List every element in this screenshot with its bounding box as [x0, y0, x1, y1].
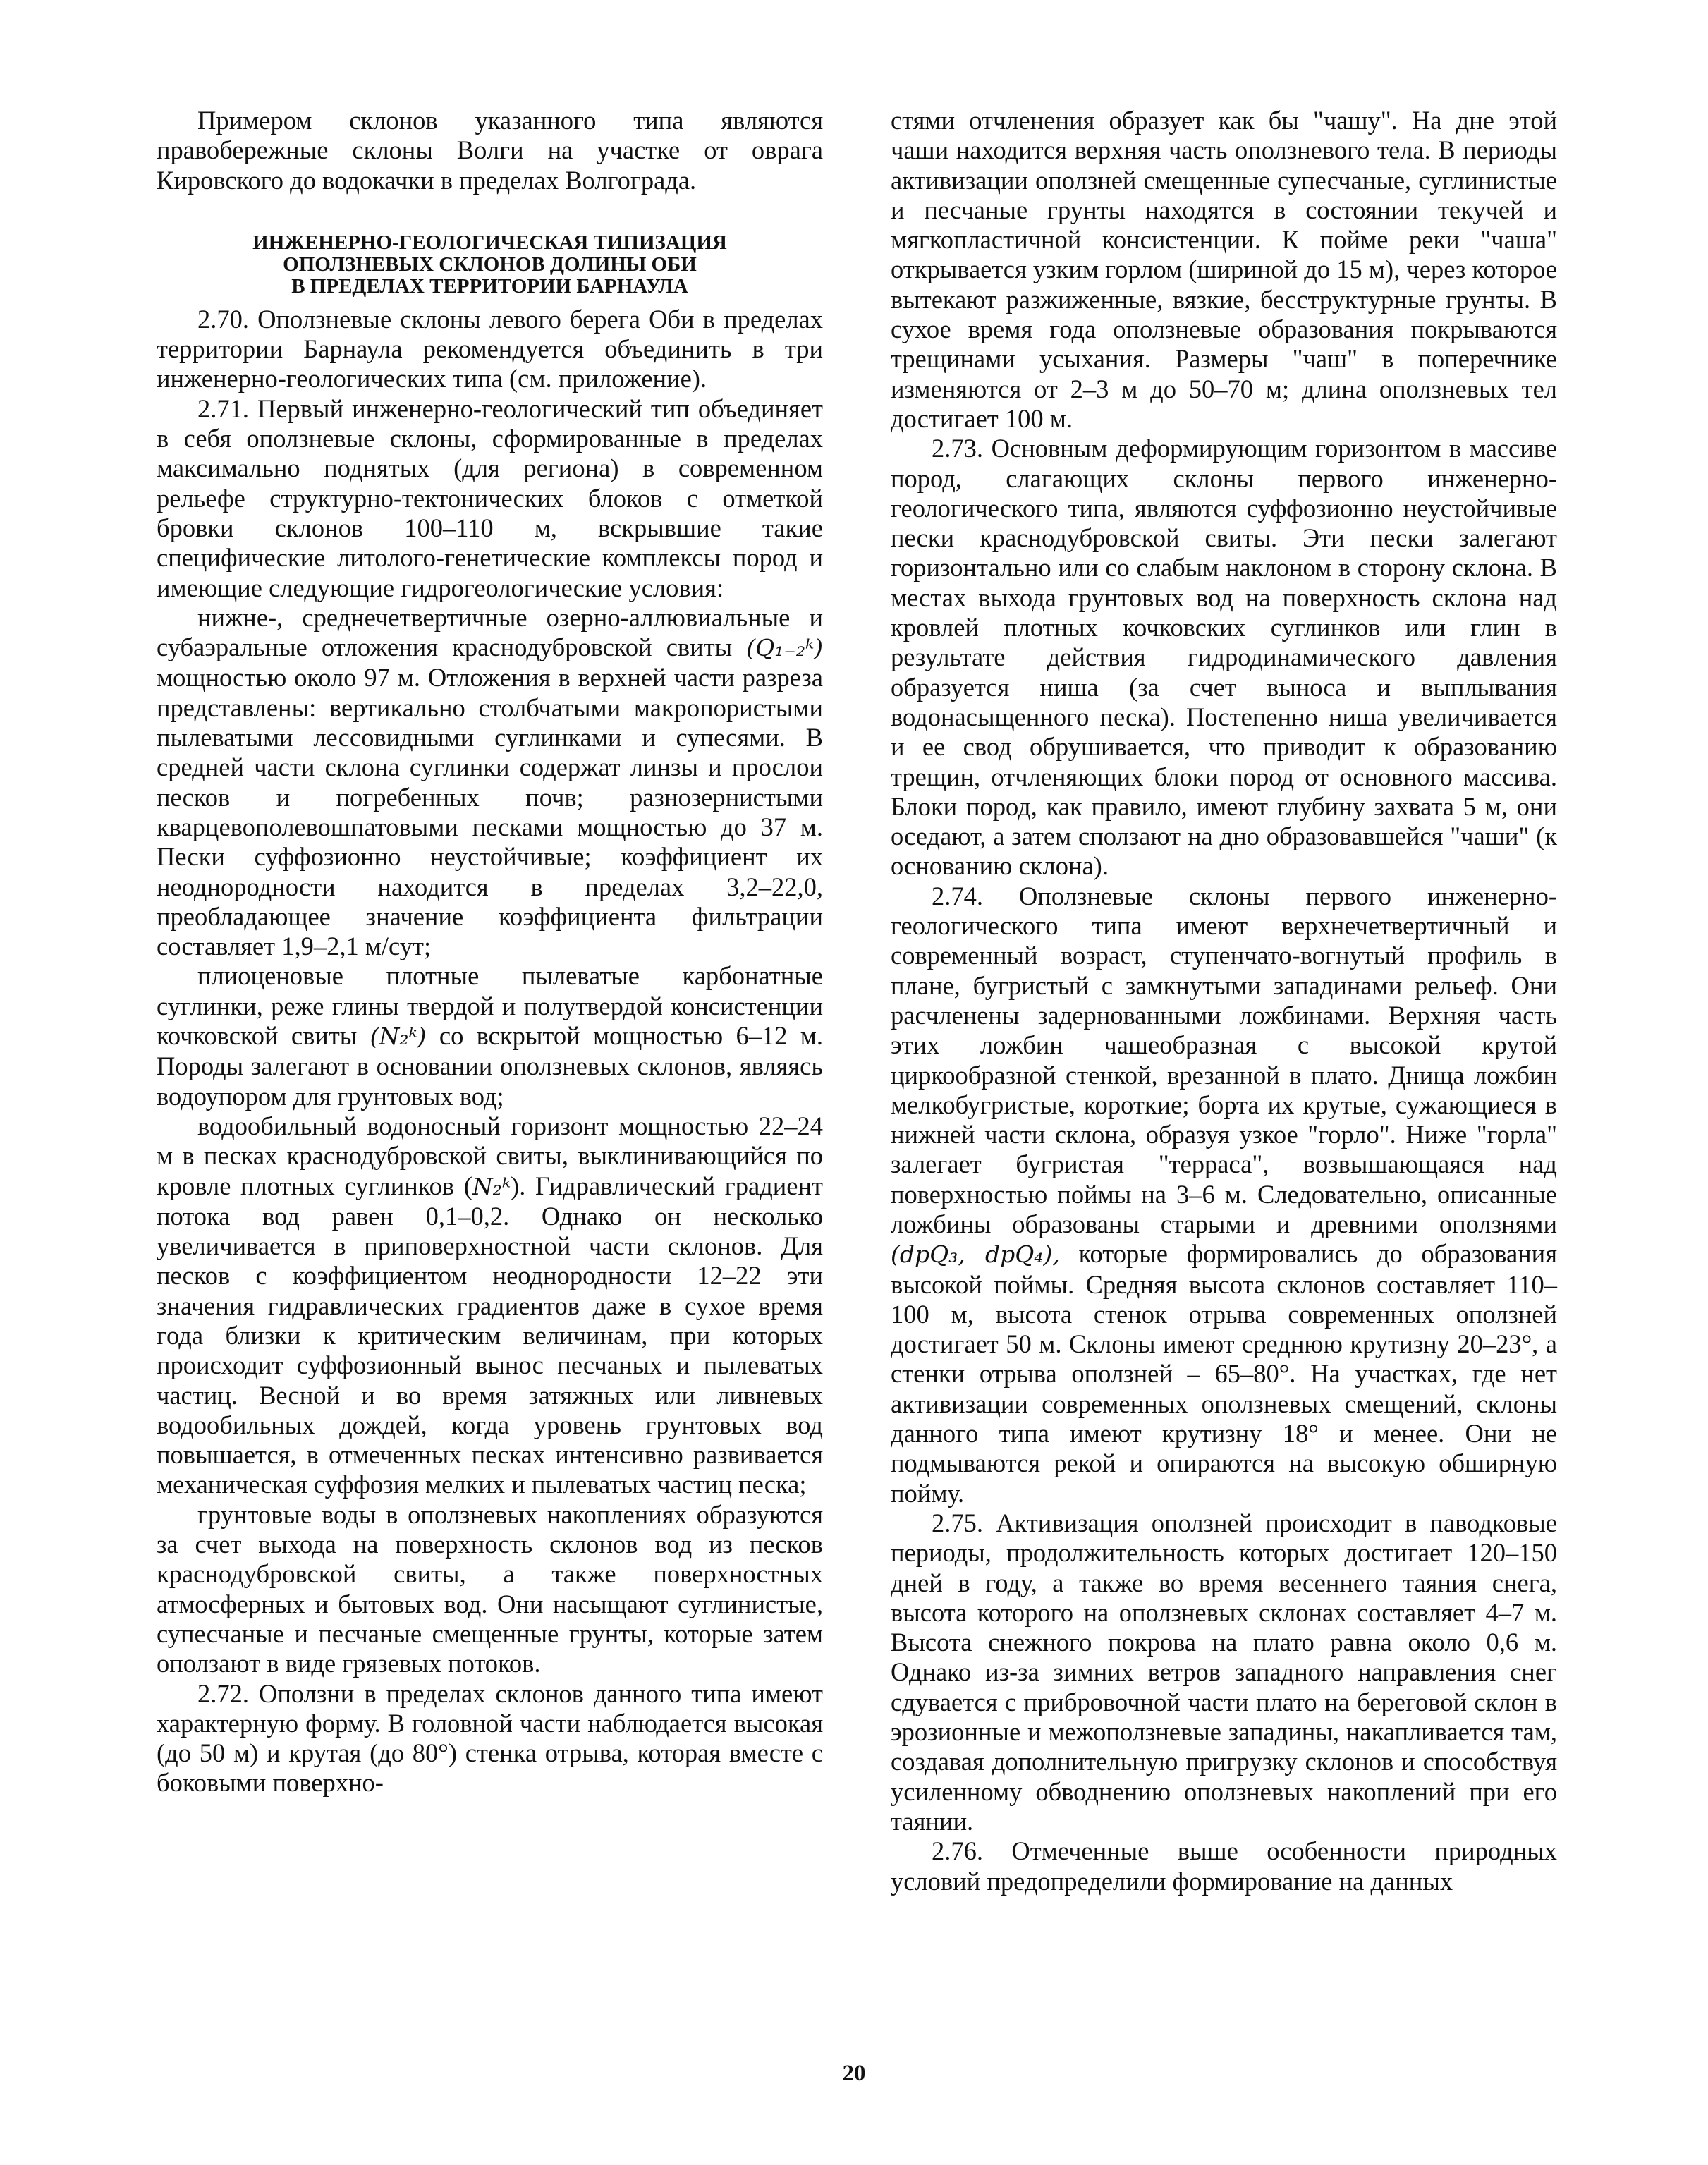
list-text: ). Гидравлический градиент потока вод равен 0,1–0,2. Однако он несколько увеличивается в приповерхностной части склонов. Для песков с коэффициентом неоднородности 12–22 эти значения гидравлических градиентов даже в сухое время года близки к критическим величинам, при которых происходит суффозионный вынос песчаных и пылеватых частиц. Весной и во время затяжных или ливневых водообильных дождей, когда уровень грунтовых вод повышается, в отмеченных песках интенсивно развивается механическая суффозия мелких и пылеватых частиц песка; — [157, 1171, 823, 1499]
section-heading-line: В ПРЕДЕЛАХ ТЕРРИТОРИИ БАРНАУЛА — [291, 274, 688, 298]
intro-paragraph: Примером склонов указанного типа являются правобережные склоны Волги на участке от оврага Кировского до водокачки в пределах Волгограда. — [157, 106, 823, 195]
page-number: 20 — [842, 2061, 866, 2086]
paragraph-text: Оползни в пределах склонов данного типа имеют характерную форму. В головной части наблюдается высокая (до 50 м) и крутая (до 80°) стенка отрыва, которая вместе с боковыми поверхно- — [157, 1678, 823, 1798]
list-item-deposits — [157, 603, 823, 962]
paragraph-2-73 — [891, 434, 1557, 881]
list-text: мощностью около 97 м. Отложения в верхней части разреза представлены: вертикально столбчатыми макропористыми пылеватыми лессовидными суглинками и супесями. В средней части склона суглинки содержат линзы и прослои песков и погребенных почв; разнозернистыми кварцевополевошпатовыми песками мощностью до 37 м. Пески суффозионно неустойчивые; коэффициент их неоднородности находится в пределах 3,2–22,0, преобладающее значение коэффициента фильтрации составляет 1,9–2,1 м/сут; — [157, 663, 823, 961]
paragraph-2-70 — [157, 305, 823, 394]
paragraph-number: 2.71. — [197, 394, 249, 423]
list-item-loams — [157, 961, 823, 1111]
list-text: нижне-, среднечетвертичные озерно-аллювиальные и субаэральные отложения краснодубровской свиты — [157, 602, 823, 662]
paragraph-2-72 — [157, 1679, 823, 1798]
formula: (dpQ₃, dpQ₄), — [891, 1240, 1060, 1269]
list-text: со вскрытой мощностью 6–12 м. Породы залегают в основании оползневых склонов, являясь водоупором для грунтовых вод; — [157, 1021, 824, 1111]
paragraph-text: Основным деформирующим горизонтом в массиве пород, слагающих склоны первого инженерно-геологического типа, являются суффозионно неустойчивые пески краснодубровской свиты. Эти пески залегают горизонтально или со слабым наклоном в сторону склона. В местах выхода грунтовых вод на поверхность склона над кровлей плотных кочковских суглинков или глин в результате действия гидродинамического давления образуется ниша (за счет выноса и выплывания водонасыщенного песка). Постепенно ниша увеличивается и ее свод обрушивается, что приводит к образованию трещин, отчленяющих блоки пород от основного массива. Блоки пород, как правило, имеют глубину захвата 5 м, они оседают, а затем сползают на дно образовавшейся "чаши" (к основанию склона). — [891, 434, 1558, 881]
section-heading-line: ИНЖЕНЕРНО-ГЕОЛОГИЧЕСКАЯ ТИПИЗАЦИЯ — [252, 231, 727, 254]
paragraph-text: Первый инженерно-геологический тип объединяет в себя оползневые склоны, сформированные в пределах максимально поднятых (для региона) в современном рельефе структурно-тектонических блоков с отметкой бровки склонов 100–110 м, вскрывшие такие специфические литолого-генетические комплексы пород и имеющие следующие гидрогеологические условия: — [157, 394, 823, 602]
right-column — [891, 106, 1557, 1896]
paragraph-number: 2.70. — [197, 304, 249, 334]
paragraph-number: 2.72. — [197, 1678, 249, 1708]
paragraph-number: 2.74. — [932, 881, 983, 910]
list-text: плиоценовые плотные пылеватые карбонатные суглинки, реже глины твердой и полутвердой консистенции кочковской свиты — [157, 961, 823, 1051]
paragraph-text: Оползневые склоны левого берега Оби в пределах территории Барнаула рекомендуется объединить в три инженерно-геологических типа (см. приложение). — [157, 304, 824, 394]
list-item-groundwater: грунтовые воды в оползневых накоплениях образуются за счет выхода на поверхность склонов вод из песков краснодубровской свиты, а также поверхностных атмосферных и бытовых вод. Они насыщают суглинистые, супесчаные и песчаные смещенные грунты, которые затем оползают в виде грязевых потоков. — [157, 1499, 823, 1678]
paragraph-2-72-continued: стями отчленения образует как бы "чашу". На дне этой чаши находится верхняя часть оползневого тела. В периоды активизации оползней смещенные супесчаные, суглинистые и песчаные грунты находятся в состоянии текучей и мягкопластичной консистенции. К пойме реки "чаша" открывается узким горлом (шириной до 15 м), через которое вытекают разжиженные, вязкие, бесструктурные грунты. В сухое время года оползневые образования покрываются трещинами усыхания. Размеры "чаш" в поперечнике изменяются от 2–3 м до 50–70 м; длина оползневых тел достигает 100 м. — [891, 106, 1557, 433]
paragraph-number: 2.75. — [932, 1508, 983, 1537]
formula: (Q₁₋₂ᵏ) — [746, 634, 824, 662]
list-text: водообильный водоносный горизонт мощностью 22–24 м в песках краснодубровской свиты, выклинивающийся по кровле плотных суглинков ( — [157, 1111, 823, 1200]
paragraph-2-71 — [157, 394, 823, 603]
paragraph-2-75 — [891, 1508, 1557, 1836]
paragraph-2-74 — [891, 882, 1557, 1508]
formula: N₂ᵏ — [472, 1172, 511, 1200]
paragraph-text: Активизация оползней происходит в паводковые периоды, продолжительность которых достигает 120–150 дней в году, а также во время весеннего таяния снега, высота которого на оползневых склонах составляет 4–7 м. Высота снежного покрова на плато равна около 0,6 м. Однако из-за зимних ветров западного направления снег сдувается с прибровочной части плато на береговой склон в эрозионные и межоползневые западины, накапливается там, создавая дополнительную пригрузку склонов и способствуя усиленному обводнению оползневых накоплений при его таянии. — [891, 1508, 1557, 1836]
left-column — [157, 106, 823, 1798]
paragraph-number: 2.73. — [932, 434, 983, 463]
paragraph-text: которые формировались до образования высокой поймы. Средняя высота склонов составляет 110–100 м, высота стенок отрыва современных оползней достигает 50 м. Склоны имеют среднюю крутизну 20–23°, а стенки отрыва оползней – 65–80°. На участках, где нет активизации современных оползневых смещений, склоны данного типа имеют крутизну 18° и менее. Они не подмываются рекой и опираются на высокую обширную пойму. — [891, 1239, 1558, 1508]
formula: (N₂ᵏ) — [370, 1023, 427, 1051]
paragraph-2-76 — [891, 1836, 1557, 1896]
section-heading-line: ОПОЛЗНЕВЫХ СКЛОНОВ ДОЛИНЫ ОБИ — [283, 252, 697, 276]
list-item-aquifer — [157, 1111, 823, 1500]
paragraph-text: Оползневые склоны первого инженерно-геологического типа имеют верхнечетвертичный и современный возраст, ступенчато-вогнутый профиль в плане, бугристый с замкнутыми западинами рельеф. Они расчленены задернованными ложбинами. Верхняя часть этих ложбин чашеобразная с высокой крутой циркообразной стенкой, врезанной в плато. Днища ложбин мелкобугристые, короткие; борта их крутые, сужающиеся в нижней части склона, образуя узкое "горло". Ниже "горла" залегает бугристая "терраса", возвышающаяся над поверхностью поймы на 3–6 м. Следовательно, описанные ложбины образованы старыми и древними оползнями — [891, 881, 1557, 1238]
section-heading — [157, 232, 823, 298]
paragraph-text: Отмеченные выше особенности природных условий предопределили формирование на данных — [891, 1836, 1557, 1896]
paragraph-number: 2.76. — [932, 1836, 983, 1866]
